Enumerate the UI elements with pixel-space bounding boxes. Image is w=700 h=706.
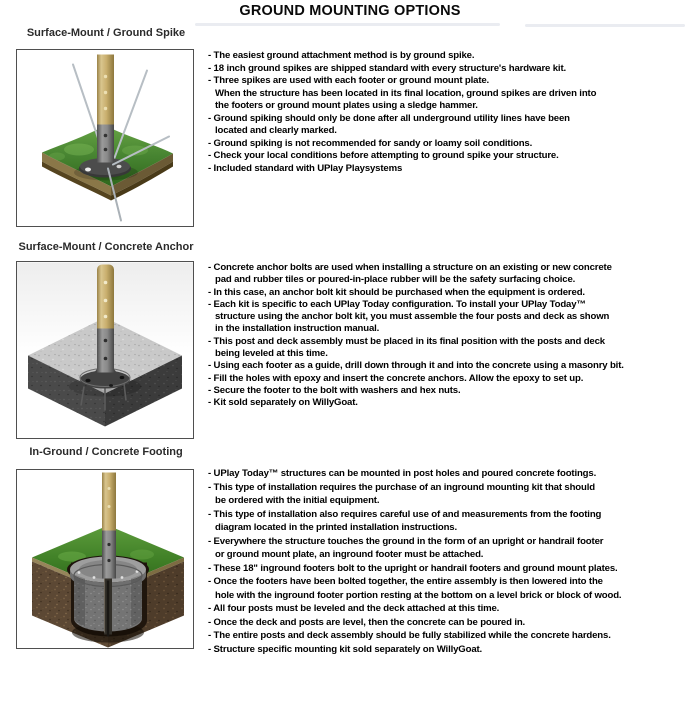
section-heading-concrete-anchor: Surface-Mount / Concrete Anchor	[18, 241, 194, 253]
faint-erased-text-artifact	[525, 24, 685, 27]
bullet-line: - Check your local conditions before attempting to ground spike your structure.	[208, 150, 559, 161]
bullet-line: pad and rubber tiles or poured-in-place rubber will be the safety surfacing choice.	[215, 274, 576, 286]
bullet-line: hole with the inground footer portion resting at the bottom on a level brick or block of wood.	[215, 589, 622, 601]
bullet-line: - These 18" inground footers bolt to the upright or handrail footers and ground mount plates.	[208, 562, 618, 574]
bullet-line: - This type of installation also requires careful use of and measurements from the footing	[208, 508, 602, 520]
bullet-line: - This type of installation requires the purchase of an inground mounting kit that should	[208, 481, 595, 493]
section-heading-concrete-footing: In-Ground / Concrete Footing	[29, 446, 183, 458]
ground-spike-image-frame	[16, 49, 194, 227]
bullet-line: - The easiest ground attachment method is by ground spike.	[208, 50, 475, 61]
bullet-line: - This post and deck assembly must be placed in its final position with the posts and deck	[208, 335, 605, 347]
concrete-anchor-illustration	[17, 262, 193, 438]
bullet-line: - Secure the footer to the bolt with washers and hex nuts.	[208, 384, 461, 396]
bullet-line: - In this case, an anchor bolt kit should be purchased when the equipment is ordered.	[208, 286, 585, 298]
bullet-line: - Ground spiking should only be done after all underground utility lines have been	[208, 112, 570, 124]
bullet-line: in the installation instruction manual.	[215, 323, 380, 335]
bullet-line: diagram located in the printed installation instructions.	[215, 522, 457, 533]
bullet-line: - Everywhere the structure touches the ground in the form of an upright or handrail footer	[208, 535, 604, 547]
ground-spike-bullet-list	[208, 50, 700, 175]
bullet-line: - All four posts must be leveled and the deck attached at this time.	[208, 603, 500, 614]
bullet-line: - 18 inch ground spikes are shipped standard with every structure's hardware kit.	[208, 62, 567, 74]
bullet-line: - Three spikes are used with each footer or ground mount plate.	[208, 75, 490, 86]
bullet-line: being leveled at this time.	[215, 348, 328, 360]
concrete-footing-image-frame	[16, 469, 194, 649]
page-title: GROUND MOUNTING OPTIONS	[239, 3, 461, 19]
concrete-footing-illustration	[17, 470, 193, 648]
concrete-anchor-bullet-list	[208, 262, 700, 410]
bullet-line: or ground mount plate, an inground footer must be attached.	[215, 549, 484, 560]
concrete-footing-bullet-list	[208, 467, 700, 656]
bullet-line: - Kit sold separately on WillyGoat.	[208, 397, 358, 409]
bullet-line: - Once the deck and posts are level, then the concrete can be poured in.	[208, 616, 526, 628]
bullet-line: - Structure specific mounting kit sold separately on WillyGoat.	[208, 643, 483, 655]
section-heading-ground-spike: Surface-Mount / Ground Spike	[26, 27, 186, 39]
bullet-line: - Fill the holes with epoxy and insert the concrete anchors. Allow the epoxy to set up.	[208, 372, 584, 384]
bullet-line: structure using the anchor bolt kit, you must assemble the four posts and deck as shown	[215, 311, 610, 323]
bullet-line: the footers or ground mount plates using a sledge hammer.	[215, 100, 478, 111]
bullet-line: - Once the footers have been bolted together, the entire assembly is then lowered into the	[208, 576, 603, 587]
faint-erased-text-artifact	[195, 23, 500, 26]
bullet-line: located and clearly marked.	[215, 125, 337, 136]
bullet-line: - Each kit is specific to each UPlay Today configuration. To install your UPlay Today™	[208, 298, 586, 310]
concrete-anchor-image-frame	[16, 261, 194, 439]
bullet-line: - Ground spiking is not recommended for sandy or loamy soil conditions.	[208, 137, 533, 149]
bullet-line: - UPlay Today™ structures can be mounted in post holes and poured concrete footings.	[208, 468, 597, 479]
bullet-line: When the structure has been located in its final location, ground spikes are driven into	[215, 87, 597, 99]
ground-spike-illustration	[17, 50, 193, 226]
bullet-line: - Concrete anchor bolts are used when installing a structure on an existing or new concrete	[208, 262, 612, 273]
bullet-line: be ordered with the initial equipment.	[215, 495, 380, 506]
bullet-line: - Included standard with UPlay Playsystems	[208, 162, 403, 174]
bullet-line: - Using each footer as a guide, drill down through it and into the concrete using a masonry bit.	[208, 360, 624, 372]
bullet-line: - The entire posts and deck assembly should be fully stabilized while the concrete hardens.	[208, 630, 611, 641]
